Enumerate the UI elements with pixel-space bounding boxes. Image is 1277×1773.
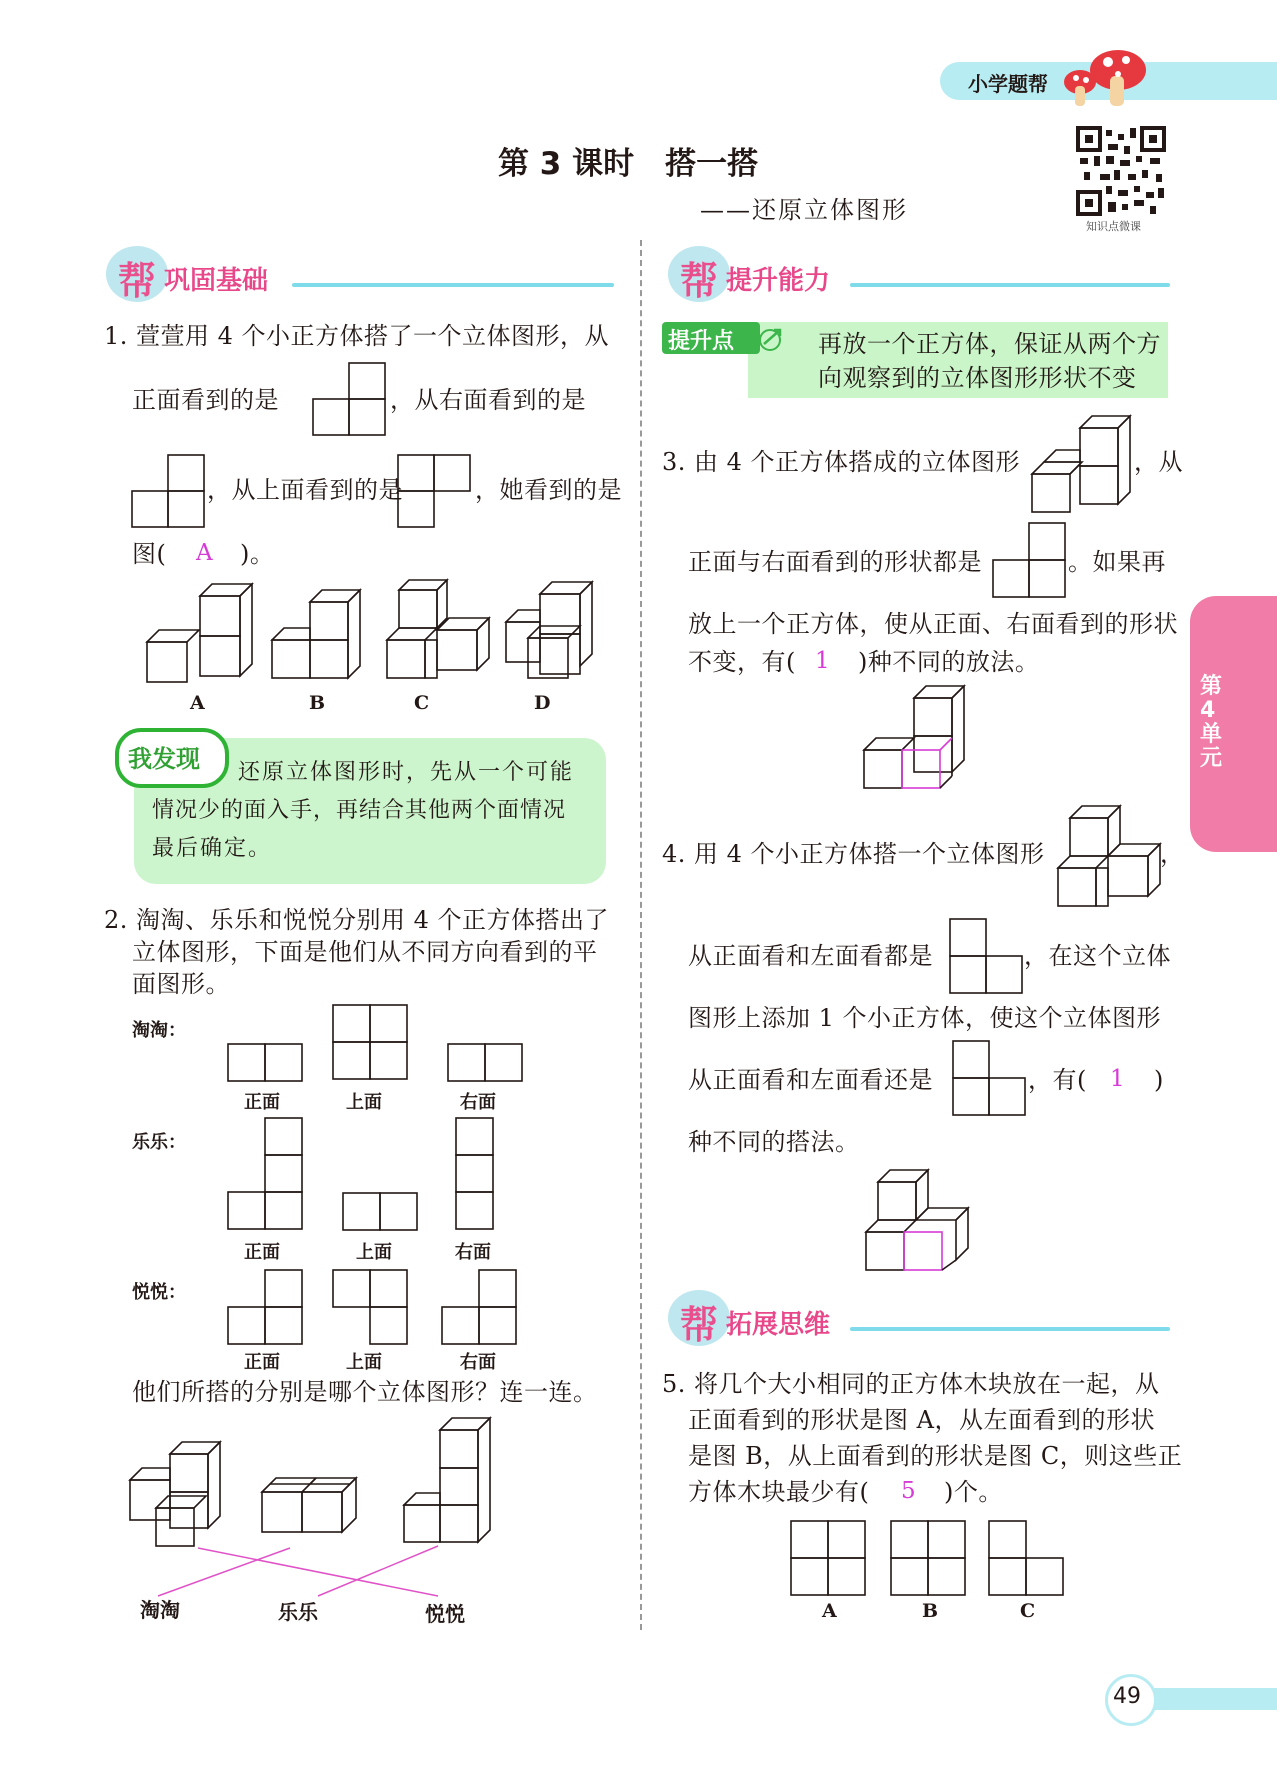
- discover-line3: 最后确定。: [152, 836, 273, 861]
- q5-line1: 5. 将几个大小相同的正方体木块放在一起，从: [662, 1370, 1160, 1398]
- q5-figure-c: [988, 1520, 1068, 1598]
- brand-name: 小学题帮: [968, 72, 1048, 96]
- q3-line1b: ，从: [1134, 448, 1183, 476]
- q3-solid-figure: [1030, 410, 1134, 516]
- q4-line4c: ): [1154, 1066, 1164, 1094]
- q2-name-taotao: 淘淘: [140, 1598, 180, 1622]
- q1-line2a: 正面看到的是: [132, 386, 279, 414]
- tip-label: 提升点: [668, 329, 735, 354]
- section-title: 提升能力: [726, 266, 831, 296]
- q5-line4a: 方体木块最少有(: [688, 1478, 870, 1506]
- tip-line1: 再放一个正方体，保证从两个方: [818, 330, 1161, 358]
- discover-label: 我发现: [128, 745, 200, 773]
- bang-badge: 帮: [106, 246, 168, 302]
- q4-line4a: 从正面看和左面看还是: [688, 1066, 933, 1094]
- q4-line2a: 从正面看和左面看都是: [688, 942, 933, 970]
- q1-option-d-label: D: [534, 692, 551, 714]
- q5-label-b: B: [922, 1600, 939, 1622]
- q2-name-yueyue: 悦悦: [425, 1602, 465, 1626]
- taotao-top-caption: 上面: [346, 1092, 382, 1113]
- q1-answer[interactable]: A: [196, 540, 213, 566]
- q4-line1a: 4. 用 4 个小正方体搭一个立体图形: [662, 840, 1045, 868]
- q2-connect-prompt: 他们所搭的分别是哪个立体图形？连一连。: [132, 1378, 598, 1406]
- q3-line1a: 3. 由 4 个正方体搭成的立体图形: [662, 448, 1021, 476]
- section-rule: [850, 283, 1170, 287]
- q1-line2b: ，从右面看到的是: [390, 386, 586, 414]
- q5-figure-b: [890, 1520, 970, 1598]
- q4-solid-figure: [1056, 800, 1162, 910]
- q4-line4b: ，有(: [1028, 1066, 1087, 1094]
- bang-badge: 帮: [668, 246, 730, 302]
- q3-answer-figure: [862, 684, 974, 794]
- lele-front-caption: 正面: [244, 1242, 280, 1263]
- q1-line4b: )。: [240, 540, 275, 568]
- q2-line1: 2. 淘淘、乐乐和悦悦分别用 4 个正方体搭出了: [104, 906, 610, 934]
- q5-figure-a: [790, 1520, 870, 1598]
- q4-line3: 图形上添加 1 个小正方体，使这个立体图形: [688, 1004, 1162, 1032]
- tip-line2: 向观察到的立体图形形状不变: [818, 364, 1137, 392]
- discover-line1: 还原立体图形时，先从一个可能: [238, 760, 575, 785]
- q1-line1: 1. 萱萱用 4 个小正方体搭了一个立体图形，从: [104, 322, 610, 350]
- q4-answer[interactable]: 1: [1110, 1066, 1125, 1092]
- q2-line2: 立体图形，下面是他们从不同方向看到的平: [132, 938, 598, 966]
- section-ability: [668, 246, 1170, 306]
- q5-line4b: )个。: [944, 1478, 1003, 1506]
- page-number-bar: [1140, 1688, 1277, 1710]
- q3-line2a: 正面与右面看到的形状都是: [688, 548, 982, 576]
- q4-line1b: ，: [1160, 840, 1185, 868]
- q3-answer[interactable]: 1: [815, 648, 830, 674]
- lesson-subtitle: ——还原立体图形: [700, 196, 908, 224]
- q3-line2b: 。如果再: [1068, 548, 1166, 576]
- yueyue-front-caption: 正面: [244, 1352, 280, 1373]
- q4-line2b: ，在这个立体: [1024, 942, 1171, 970]
- q2-lele-label: 乐乐：: [132, 1132, 186, 1153]
- q1-option-c-label: C: [414, 692, 430, 714]
- tip-arrow-icon: [756, 324, 792, 354]
- q5-answer[interactable]: 5: [901, 1478, 916, 1504]
- q5-label-a: A: [822, 1600, 837, 1622]
- page-number: 49: [1113, 1684, 1141, 1709]
- q5-line2: 正面看到的形状是图 A，从左面看到的形状: [688, 1406, 1155, 1434]
- taotao-right-caption: 右面: [460, 1092, 496, 1113]
- q3-line4a: 不变，有(: [688, 648, 796, 676]
- unit-side-tab-label: 第4单元: [1200, 674, 1223, 771]
- lele-top-caption: 上面: [356, 1242, 392, 1263]
- q1-line4a: 图(: [132, 540, 167, 568]
- section-rule: [850, 1327, 1170, 1331]
- q4-view-shape: [949, 918, 1025, 996]
- bang-badge: 帮: [668, 1290, 730, 1346]
- q4-answer-figure: [864, 1164, 970, 1274]
- section-extend: [668, 1290, 1170, 1350]
- q1-option-b-label: B: [309, 692, 326, 714]
- qr-caption: 知识点微课: [1086, 220, 1141, 233]
- section-title: 巩固基础: [164, 266, 269, 296]
- q4-line5: 种不同的搭法。: [688, 1128, 860, 1156]
- q2-taotao-label: 淘淘：: [132, 1020, 186, 1041]
- q3-line3: 放上一个正方体，使从正面、右面看到的形状: [688, 610, 1178, 638]
- q2-yueyue-label: 悦悦：: [132, 1282, 186, 1303]
- discover-line2: 情况少的面入手，再结合其他两个面情况: [152, 798, 567, 823]
- q1-line3a: ，从上面看到的是: [207, 476, 403, 504]
- q4-view-shape-2: [952, 1040, 1028, 1118]
- q5-label-c: C: [1020, 1600, 1036, 1622]
- q3-line4b: )种不同的放法。: [858, 648, 1040, 676]
- taotao-front-caption: 正面: [244, 1092, 280, 1113]
- lesson-title: 第 3 课时 搭一搭: [498, 146, 759, 182]
- yueyue-right-caption: 右面: [460, 1352, 496, 1373]
- q2-name-lele: 乐乐: [278, 1600, 318, 1624]
- yueyue-top-caption: 上面: [346, 1352, 382, 1373]
- q3-view-shape: [992, 522, 1068, 600]
- q5-line3: 是图 B，从上面看到的形状是图 C，则这些正: [688, 1442, 1183, 1470]
- section-title: 拓展思维: [726, 1310, 831, 1340]
- q1-option-a-label: A: [190, 692, 205, 714]
- lele-right-caption: 右面: [455, 1242, 491, 1263]
- q1-line3b: ，她看到的是: [475, 476, 622, 504]
- q2-line3: 面图形。: [132, 970, 230, 998]
